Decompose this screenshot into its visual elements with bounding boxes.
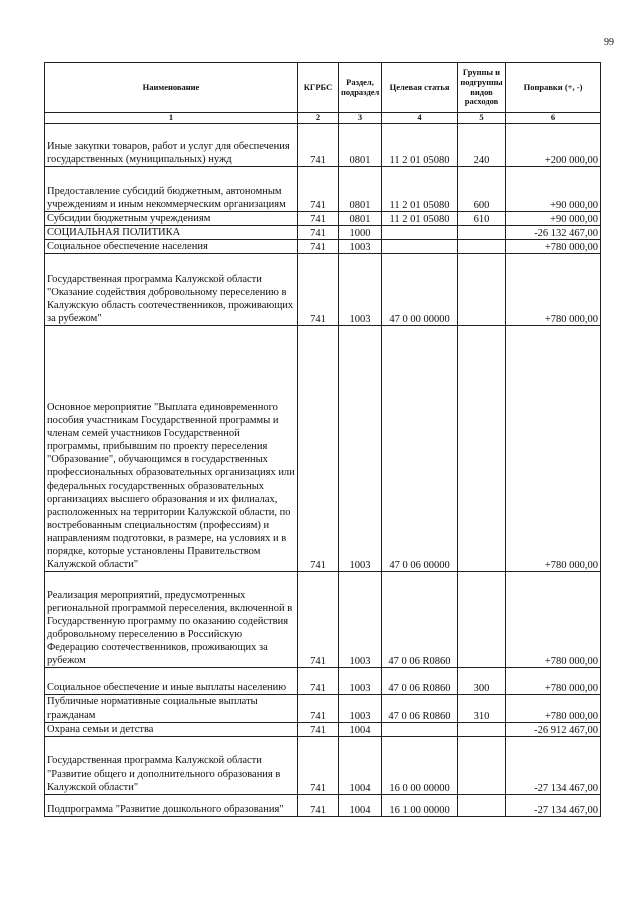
row-amount: +780 000,00	[506, 240, 601, 254]
row-kgrbs: 741	[298, 572, 339, 668]
row-group	[458, 572, 506, 668]
table-row	[45, 124, 601, 167]
column-number-row	[45, 113, 601, 124]
row-target	[382, 722, 458, 736]
row-section: 1003	[339, 326, 382, 572]
column-number: 4	[382, 113, 458, 124]
row-amount: +200 000,00	[506, 124, 601, 167]
page-number: 99	[604, 37, 614, 48]
row-amount: +780 000,00	[506, 572, 601, 668]
row-name: Социальное обеспечение и иные выплаты населению	[45, 668, 298, 695]
row-section: 0801	[339, 167, 382, 212]
row-group	[458, 240, 506, 254]
row-section: 1003	[339, 240, 382, 254]
row-group: 300	[458, 668, 506, 695]
row-name: Охрана семьи и детства	[45, 722, 298, 736]
row-kgrbs: 741	[298, 254, 339, 326]
row-target: 11 2 01 05080	[382, 124, 458, 167]
row-target: 11 2 01 05080	[382, 167, 458, 212]
row-name: Государственная программа Калужской области "Оказание содействия добровольному переселению в Калужскую область соотечественников, проживающих за рубежом"	[45, 254, 298, 326]
header-target: Целевая статья	[382, 63, 458, 113]
table-row	[45, 226, 601, 240]
row-name: Социальное обеспечение населения	[45, 240, 298, 254]
row-group: 610	[458, 212, 506, 226]
row-amount: +90 000,00	[506, 167, 601, 212]
row-amount: +780 000,00	[506, 326, 601, 572]
header-amendment: Поправки (+, -)	[506, 63, 601, 113]
row-amount: +780 000,00	[506, 695, 601, 722]
row-kgrbs: 741	[298, 736, 339, 794]
column-number: 5	[458, 113, 506, 124]
table-row	[45, 326, 601, 572]
header-kgrbs: КГРБС	[298, 63, 339, 113]
column-number: 3	[339, 113, 382, 124]
row-name: Государственная программа Калужской области "Развитие общего и дополнительного образования в Калужской области"	[45, 736, 298, 794]
row-section: 1004	[339, 736, 382, 794]
table-row	[45, 212, 601, 226]
row-name: Основное мероприятие "Выплата единовременного пособия участникам Государственной программы и членам семей участников Государственной программы, прибывшим по проекту переселения "Образование", обучающимся в государственных профессиональных образовательных организациях или федеральных государственных образовательных организациях высшего образования и их филиалах, расположенных на территории Калужской области, по востребованным специальностям (профессиям) и направлениям подготовки, в размере, на условиях и в порядке, которые установлены Правительством Калужской области"	[45, 326, 298, 572]
row-target: 47 0 06 00000	[382, 326, 458, 572]
row-amount: +780 000,00	[506, 254, 601, 326]
row-kgrbs: 741	[298, 167, 339, 212]
row-amount: -26 132 467,00	[506, 226, 601, 240]
header-row	[45, 63, 601, 113]
row-amount: +780 000,00	[506, 668, 601, 695]
row-target: 47 0 06 R0860	[382, 668, 458, 695]
table-row	[45, 668, 601, 695]
column-number: 1	[45, 113, 298, 124]
row-group: 240	[458, 124, 506, 167]
table-row	[45, 254, 601, 326]
row-name: Публичные нормативные социальные выплаты гражданам	[45, 695, 298, 722]
row-name: Подпрограмма "Развитие дошкольного образования"	[45, 794, 298, 816]
row-kgrbs: 741	[298, 226, 339, 240]
row-target: 16 0 00 00000	[382, 736, 458, 794]
row-kgrbs: 741	[298, 695, 339, 722]
row-group: 310	[458, 695, 506, 722]
row-name: Иные закупки товаров, работ и услуг для обеспечения государственных (муниципальных) нужд	[45, 124, 298, 167]
row-section: 1003	[339, 695, 382, 722]
table-row	[45, 167, 601, 212]
row-target: 47 0 06 R0860	[382, 572, 458, 668]
row-target	[382, 226, 458, 240]
row-group	[458, 722, 506, 736]
row-target: 47 0 06 R0860	[382, 695, 458, 722]
budget-amendments-table	[44, 62, 601, 817]
row-target: 47 0 00 00000	[382, 254, 458, 326]
row-group	[458, 736, 506, 794]
row-amount: -27 134 467,00	[506, 794, 601, 816]
header-name: Наименование	[45, 63, 298, 113]
row-group: 600	[458, 167, 506, 212]
row-kgrbs: 741	[298, 240, 339, 254]
row-group	[458, 794, 506, 816]
table-row	[45, 695, 601, 722]
row-kgrbs: 741	[298, 794, 339, 816]
row-target	[382, 240, 458, 254]
row-amount: +90 000,00	[506, 212, 601, 226]
row-target: 11 2 01 05080	[382, 212, 458, 226]
table-row	[45, 572, 601, 668]
row-section: 1003	[339, 668, 382, 695]
row-amount: -27 134 467,00	[506, 736, 601, 794]
row-section: 1004	[339, 794, 382, 816]
row-group	[458, 326, 506, 572]
row-amount: -26 912 467,00	[506, 722, 601, 736]
row-name: СОЦИАЛЬНАЯ ПОЛИТИКА	[45, 226, 298, 240]
row-kgrbs: 741	[298, 326, 339, 572]
row-section: 1003	[339, 254, 382, 326]
table-row	[45, 794, 601, 816]
row-name: Реализация мероприятий, предусмотренных региональной программой переселения, включенной в Государственную программу по оказанию содействия добровольному переселению в Российскую Федерацию соотечественников, проживающих за рубежом	[45, 572, 298, 668]
row-section: 1000	[339, 226, 382, 240]
table-row	[45, 722, 601, 736]
table-row	[45, 736, 601, 794]
column-number: 2	[298, 113, 339, 124]
row-kgrbs: 741	[298, 124, 339, 167]
row-section: 0801	[339, 124, 382, 167]
row-name: Субсидии бюджетным учреждениям	[45, 212, 298, 226]
row-kgrbs: 741	[298, 668, 339, 695]
table-row	[45, 240, 601, 254]
column-number: 6	[506, 113, 601, 124]
row-group	[458, 226, 506, 240]
row-name: Предоставление субсидий бюджетным, автономным учреждениям и иным некоммерческим организациям	[45, 167, 298, 212]
header-group: Группы и подгруппы видов расходов	[458, 63, 506, 113]
row-section: 0801	[339, 212, 382, 226]
row-section: 1003	[339, 572, 382, 668]
row-kgrbs: 741	[298, 212, 339, 226]
row-section: 1004	[339, 722, 382, 736]
header-section: Раздел, подраздел	[339, 63, 382, 113]
row-kgrbs: 741	[298, 722, 339, 736]
row-group	[458, 254, 506, 326]
row-target: 16 1 00 00000	[382, 794, 458, 816]
